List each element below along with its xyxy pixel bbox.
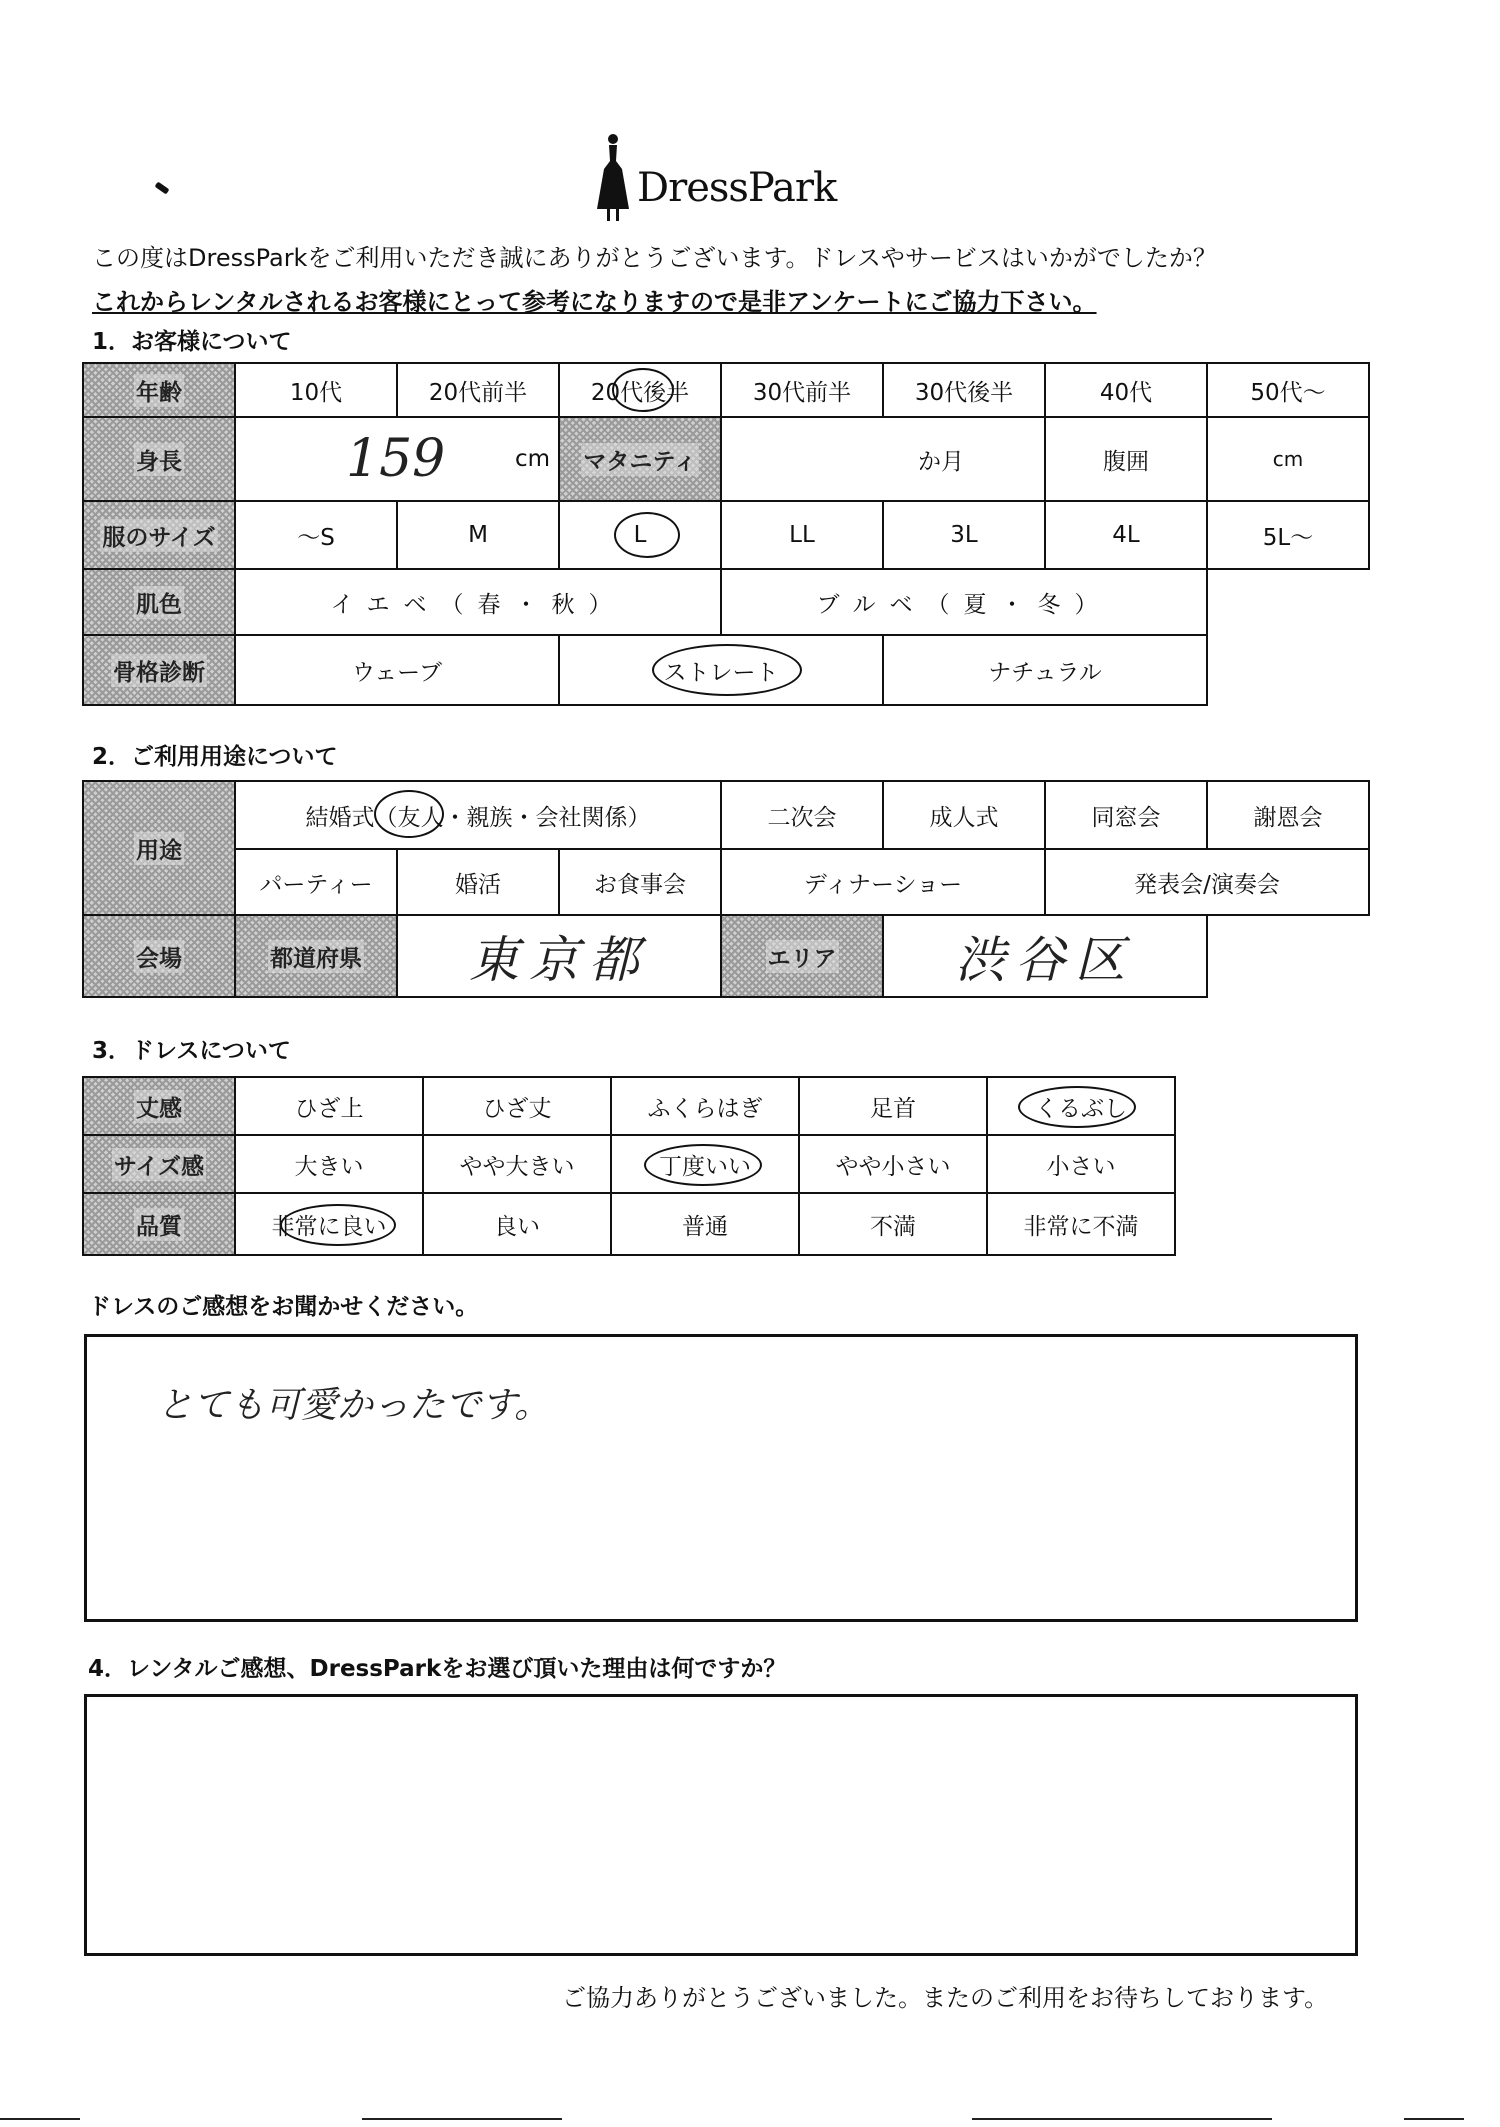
scan-speck: [155, 182, 170, 195]
purpose-after-party[interactable]: 二次会: [720, 780, 884, 850]
length-option[interactable]: ふくらはぎ: [610, 1076, 800, 1136]
skin-option-yellow[interactable]: イエベ（春・秋）: [234, 568, 722, 636]
dress-icon: [595, 131, 631, 223]
quality-option[interactable]: 不満: [798, 1192, 988, 1256]
maternity-field[interactable]: [720, 416, 1046, 502]
thanks-message: ご協力ありがとうございました。またのご利用をお待ちしております。: [562, 1984, 1329, 2012]
prefecture-field[interactable]: [396, 914, 722, 998]
length-option-selected[interactable]: くるぶし: [986, 1076, 1176, 1136]
purpose-dinner[interactable]: お食事会: [558, 848, 722, 916]
skeleton-option-selected[interactable]: ストレート: [558, 634, 884, 706]
age-option[interactable]: 50代～: [1206, 362, 1370, 418]
fit-option[interactable]: やや小さい: [798, 1134, 988, 1194]
purpose-party[interactable]: パーティー: [234, 848, 398, 916]
purpose-thanks-party[interactable]: 謝恩会: [1206, 780, 1370, 850]
purpose-dinner-show[interactable]: ディナーショー: [720, 848, 1046, 916]
age-option[interactable]: 40代: [1044, 362, 1208, 418]
dress-comment-text: とても可愛かったです。: [157, 1385, 551, 1426]
section-3-title: 3．ドレスについて: [92, 1038, 291, 1064]
height-unit: cm: [514, 446, 550, 472]
skeleton-option[interactable]: ナチュラル: [882, 634, 1208, 706]
purpose-coming-of-age[interactable]: 成人式: [882, 780, 1046, 850]
age-option[interactable]: 10代: [234, 362, 398, 418]
skin-label: 肌色: [82, 568, 236, 636]
maternity-unit: か月: [918, 448, 964, 475]
skin-option-blue[interactable]: ブルベ（夏・冬）: [720, 568, 1208, 636]
length-option[interactable]: ひざ丈: [422, 1076, 612, 1136]
age-option[interactable]: 20代前半: [396, 362, 560, 418]
quality-option[interactable]: 普通: [610, 1192, 800, 1256]
age-option[interactable]: 30代前半: [720, 362, 884, 418]
size-option[interactable]: LL: [720, 500, 884, 570]
fit-option-selected[interactable]: 丁度いい: [610, 1134, 800, 1194]
waist-unit: cm: [1272, 447, 1304, 471]
height-label: 身長: [82, 416, 236, 502]
dress-comment-title: ドレスのご感想をお聞かせください。: [88, 1294, 479, 1320]
size-option[interactable]: 5L～: [1206, 500, 1370, 570]
intro-line-2: これからレンタルされるお客様にとって参考になりますので是非アンケートにご協力下さい。: [92, 288, 1097, 316]
section-4-title: 4．レンタルご感想、DressParkをお選び頂いた理由は何ですか？: [88, 1656, 787, 1682]
dress-comment-box[interactable]: [84, 1334, 1358, 1622]
prefecture-label: 都道府県: [234, 914, 398, 998]
size-option[interactable]: M: [396, 500, 560, 570]
prefecture-value: 東京都: [469, 931, 649, 989]
maternity-label: マタニティ: [558, 416, 722, 502]
height-field[interactable]: [234, 416, 560, 502]
quality-label: 品質: [82, 1192, 236, 1256]
venue-label: 会場: [82, 914, 236, 998]
bottom-rule: [362, 2118, 562, 2120]
size-option[interactable]: 3L: [882, 500, 1046, 570]
size-option[interactable]: 4L: [1044, 500, 1208, 570]
dresspark-logo: [595, 128, 836, 223]
quality-option[interactable]: 良い: [422, 1192, 612, 1256]
waist-field[interactable]: [1206, 416, 1370, 502]
purpose-konkatsu[interactable]: 婚活: [396, 848, 560, 916]
purpose-recital[interactable]: 発表会/演奏会: [1044, 848, 1370, 916]
age-label: 年齢: [82, 362, 236, 418]
size-label: 服のサイズ: [82, 500, 236, 570]
height-value: 159: [346, 429, 446, 489]
intro-line-1: この度はDressParkをご利用いただき誠にありがとうございます。ドレスやサービスはいかがでしたか？: [92, 244, 1217, 272]
purpose-label: 用途: [82, 780, 236, 916]
length-label: 丈感: [82, 1076, 236, 1136]
waist-label: 腹囲: [1044, 416, 1208, 502]
size-option[interactable]: ～S: [234, 500, 398, 570]
purpose-reunion[interactable]: 同窓会: [1044, 780, 1208, 850]
purpose-wedding[interactable]: 結婚式（友人・親族・会社関係）: [234, 780, 722, 850]
skeleton-label: 骨格診断: [82, 634, 236, 706]
size-option-selected[interactable]: L: [558, 500, 722, 570]
fit-label: サイズ感: [82, 1134, 236, 1194]
rental-comment-box[interactable]: [84, 1694, 1358, 1956]
fit-option[interactable]: 大きい: [234, 1134, 424, 1194]
area-value: 渋谷区: [955, 931, 1135, 989]
age-option[interactable]: 30代後半: [882, 362, 1046, 418]
skeleton-option[interactable]: ウェーブ: [234, 634, 560, 706]
quality-option-selected[interactable]: 非常に良い: [234, 1192, 424, 1256]
length-option[interactable]: ひざ上: [234, 1076, 424, 1136]
bottom-rule: [1404, 2118, 1464, 2120]
fit-option[interactable]: やや大きい: [422, 1134, 612, 1194]
bottom-rule: [972, 2118, 1272, 2120]
quality-option[interactable]: 非常に不満: [986, 1192, 1176, 1256]
bottom-rule: [0, 2118, 80, 2120]
section-2-title: 2．ご利用用途について: [92, 744, 338, 770]
section-1-title: 1．お客様について: [92, 329, 292, 355]
area-field[interactable]: [882, 914, 1208, 998]
length-option[interactable]: 足首: [798, 1076, 988, 1136]
logo-text: DressPark: [637, 165, 837, 211]
area-label: エリア: [720, 914, 884, 998]
fit-option[interactable]: 小さい: [986, 1134, 1176, 1194]
age-option-selected[interactable]: 20代後半: [558, 362, 722, 418]
